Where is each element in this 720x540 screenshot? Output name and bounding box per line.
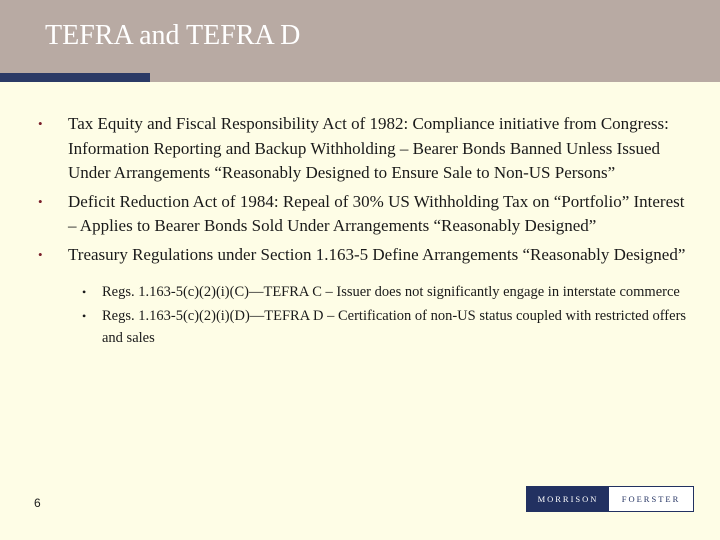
accent-bar-navy [0, 73, 150, 82]
bullet-item [30, 112, 690, 186]
bullet-marker-icon: • [38, 246, 43, 262]
sub-bullet-marker-icon: • [82, 285, 87, 299]
sub-bullet-text: Regs. 1.163-5(c)(2)(i)(C)—TEFRA C – Issuer does not significantly engage in interstate commerce [102, 284, 680, 300]
logo-right-text: FOERSTER [609, 487, 693, 511]
bullet-text: Treasury Regulations under Section 1.163-5 Define Arrangements “Reasonably Designed” [68, 244, 686, 264]
sub-bullet-marker-icon: • [82, 309, 87, 323]
morrison-foerster-logo [526, 486, 694, 512]
bullet-item [30, 190, 690, 239]
bullet-text: Deficit Reduction Act of 1984: Repeal of 30% US Withholding Tax on “Portfolio” Interest – Applies to Bearer Bonds Sold Under Arrangements “Reasonably Designed” [68, 191, 685, 235]
bullet-marker-icon: • [38, 116, 43, 131]
page-number: 6 [34, 496, 41, 510]
slide-title: TEFRA and TEFRA D [45, 20, 301, 51]
bullet-item [30, 243, 690, 268]
bullet-marker-icon: • [38, 193, 43, 209]
sub-bullet-text: Regs. 1.163-5(c)(2)(i)(D)—TEFRA D – Certification of non-US status coupled with restricted offers and sales [102, 308, 687, 346]
logo-left-text: MORRISON [527, 487, 609, 511]
sub-bullet-list [30, 281, 690, 349]
accent-bar-tan [150, 73, 720, 82]
sub-bullet-item [30, 281, 690, 303]
sub-bullet-item [30, 305, 690, 349]
slide-body [30, 112, 690, 349]
bullet-text: Tax Equity and Fiscal Responsibility Act of 1982: Compliance initiative from Congress: Information Reporting and Backup Withholding – Bearer Bonds Banned Unless Issued Under Arrangements “Reasonably Designed to Ensure Sale to Non-US Persons” [68, 114, 669, 182]
title-banner [0, 0, 720, 73]
